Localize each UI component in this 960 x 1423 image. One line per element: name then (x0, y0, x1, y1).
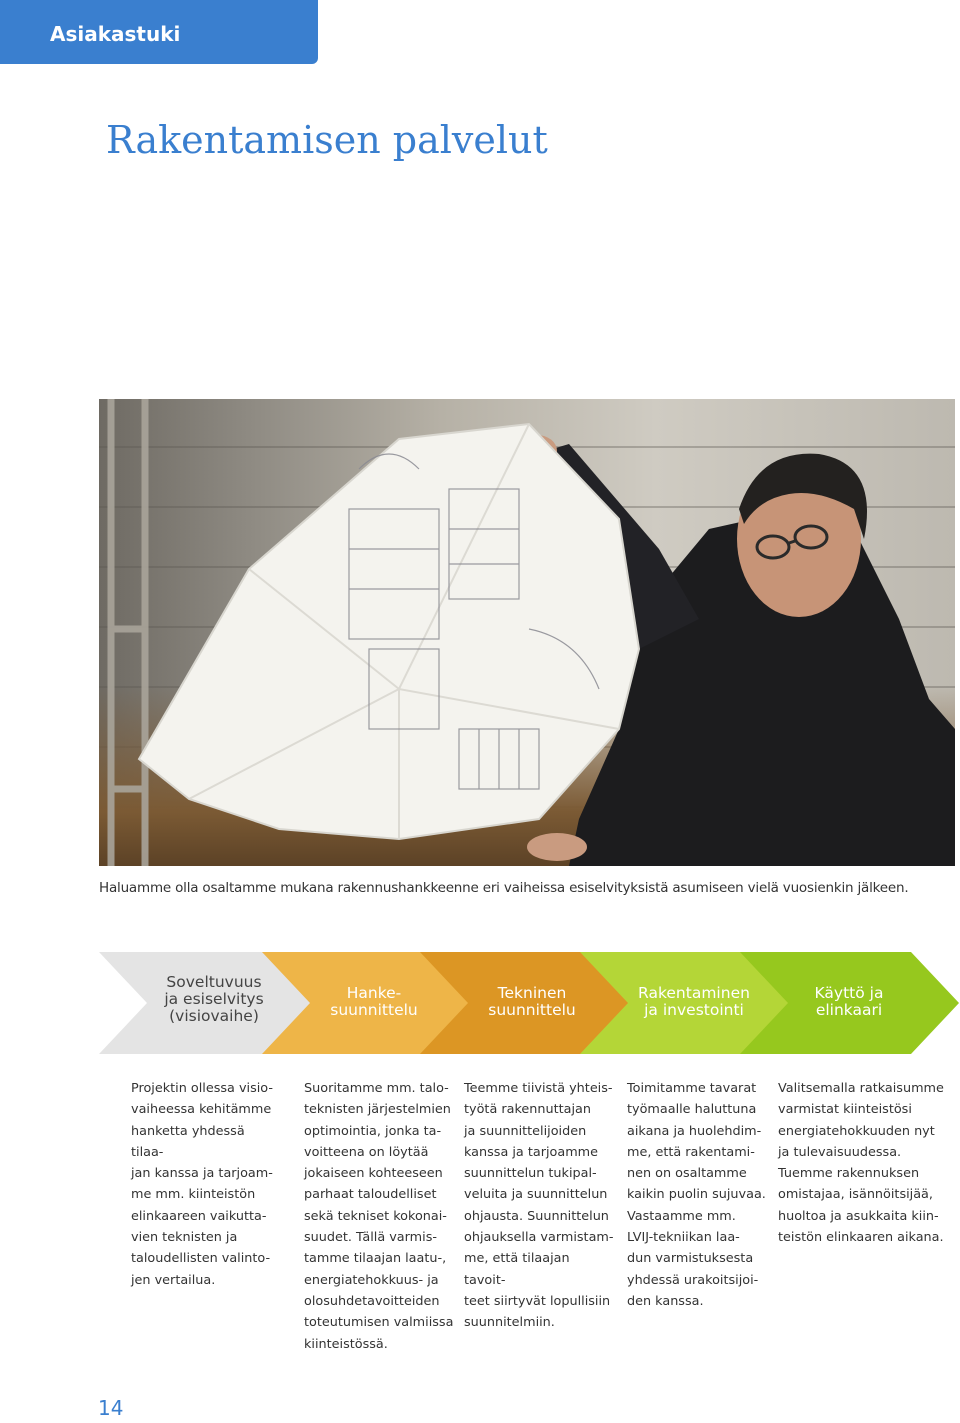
section-tab (0, 0, 318, 64)
column-1-text: Projektin ollessa visio- vaiheessa kehitämme hanketta yhdessä tilaa- jan kanssa ja tarjoam- me mm. kiinteistön elinkaareen vaikutta- vien teknisten ja taloudellisten valinto- jen vertailua. (131, 1081, 273, 1288)
page-number: 14 (98, 1396, 124, 1420)
section-tab-label: Asiakastuki (50, 22, 181, 46)
process-step-5-label: Käyttö ja elinkaari (814, 984, 884, 1019)
blueprint-photo (99, 399, 955, 866)
column-2-text: Suoritamme mm. talo- teknisten järjestelmien optimointia, jonka ta- voitteena on löytää jokaiseen kohteeseen parhaat taloudelliset sekä tekniset kokonai- suudet. Tällä varmis- tamme tilaajan laatu-, energiatehokkuus- ja olosuhdetavoitteiden toteutumisen valmiissa kiinteistössä. (304, 1081, 454, 1352)
column-4-text: Toimitamme tavarat työmaalle haluttuna aikana ja huolehdim- me, että rakentami- nen on osaltamme kaikin puolin sujuvaa. Vastaamme mm. LVIJ-tekniikan laa- dun varmistuksesta yhdessä urakoitsijoi- den kanssa. (627, 1081, 766, 1309)
blueprint-illustration (99, 399, 955, 866)
process-diagram (99, 952, 959, 1054)
column-5-text: Valitsemalla ratkaisumme varmistat kiinteistösi energiatehokkuuden nyt ja tulevaisuudessa. Tuemme rakennuksen omistajaa, isännöitsijää, huoltoa ja asukkaita kiin- teistön elinkaaren aikana. (778, 1081, 944, 1246)
process-step-3-label: Tekninen suunnittelu (488, 984, 576, 1019)
column-3-text: Teemme tiivistä yhteis- työtä rakennuttajan ja suunnittelijoiden kanssa ja tarjoamme suunnittelun tukipal- veluita ja suunnittelun ohjausta. Suunnittelun ohjauksella varmistam- me, että tilaajan tavoit- teet siirtyvät lopullisiin suunnitelmiin. (464, 1081, 614, 1331)
process-step-1-label: Soveltuvuus ja esiselvitys (visiovaihe) (164, 973, 264, 1025)
process-step-4-label: Rakentaminen ja investointi (638, 984, 750, 1019)
process-step-2-label: Hanke- suunnittelu (330, 984, 418, 1019)
page-title: Rakentamisen palvelut (106, 118, 548, 162)
photo-caption: Haluamme olla osaltamme mukana rakennushankkeenne eri vaiheissa esiselvityksistä asumiseen vielä vuosienkin jälkeen. (99, 880, 909, 896)
